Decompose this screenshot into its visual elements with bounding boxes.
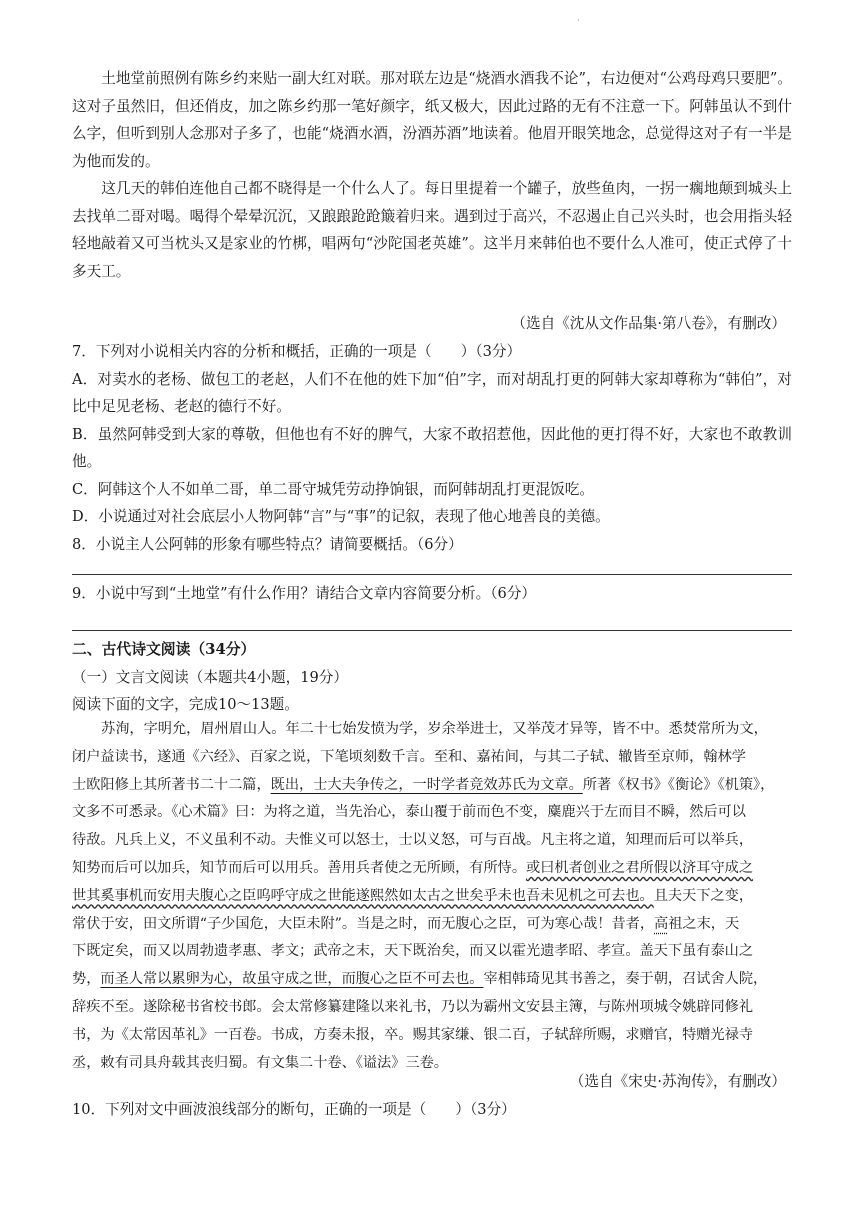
classical-line: 辞疾不至。遂除秘书省校书郎。会太常修纂建隆以来礼书，乃以为霸州文安县主簿，与陈州项城令姚辟同修礼: [72, 998, 754, 1015]
story-passage: [72, 65, 792, 285]
classical-text: 祖之末，天: [668, 915, 740, 932]
wavy-underlined-text: 或曰机者创业之君所假以济耳守成之: [526, 859, 754, 876]
classical-source: （选自《宋史·苏洵传》，有删改）: [569, 1073, 786, 1090]
question-9-stem: 9．小说中写到“土地堂”有什么作用？请结合文章内容简要分析。（6分）: [72, 585, 537, 602]
classical-passage: [72, 716, 792, 1077]
classical-line: 书，为《太常因革礼》一百卷。书成，方奏未报，卒。赐其家缣、银二百，子轼辞所赐，求赠官，特赠光禄寺: [72, 1026, 754, 1043]
question-7-option-d: D．小说通过对社会底层小人物阿韩“言”与“事”的记叙，表现了他心地善良的美德。: [72, 508, 610, 525]
section-2-header: [72, 636, 792, 719]
classical-text: 且夫天下之变，: [653, 887, 754, 904]
classical-line: 苏洵，字明允，眉州眉山人。年二十七始发愤为学，岁余举进士，又举茂才异等，皆不中。悉焚常所为文，: [101, 721, 768, 737]
classical-source-block: [72, 1068, 792, 1123]
page-dot: ·: [577, 16, 580, 25]
classical-text: 常伏于安，田文所谓“子少国危，大臣未附”。当是之时，而无腹心之臣，可为寒心哉！昔者，: [72, 915, 655, 932]
passage-source: （选自《沈从文作品集·第八卷》，有删改）: [511, 315, 786, 332]
section-2-subtitle: （一）文言文阅读（本题共4小题，19分）: [72, 668, 348, 686]
passage-source-block: [72, 310, 792, 338]
question-7-option-c: C．阿韩这个人不如单二哥，单二哥守城凭劳动挣饷银，而阿韩胡乱打更混饭吃。: [72, 480, 594, 498]
classical-text: 知势而后可以加兵，知节而后可以用兵。善用兵者使之无所顾，有所恃。: [72, 859, 527, 876]
section-2-instruction: 阅读下面的文字，完成10～13题。: [72, 696, 299, 713]
question-8-stem: 8．小说主人公阿韩的形象有哪些特点？请简要概括。（6分）: [72, 535, 463, 553]
passage-paragraph-2: 这几天的韩伯连他自己都不晓得是一个什么人了。每日里提着一个罐子，放些鱼肉，一拐一瘸地颠到城头上去找单二哥对喝。喝得个晕晕沉沉，又踉踉跄跄簸着归来。遇到过于高兴，不忍遏止自己兴头时，也会用指头轻轻地敲着又可当枕头又是家业的竹梆，唱两句“沙陀国老英雄”。这半月来韩伯也不要什么人准可，使正式停了十多天工。: [72, 180, 792, 280]
underlined-sentence-2: 而圣人常以累卵为心，故虽守成之世，而腹心之臣不可去也。: [100, 971, 484, 988]
classical-line: [72, 911, 792, 939]
wavy-underlined-text: 世其奚事机而安用夫腹心之臣呜呼守成之世能遂熙然如太古之世矣乎未也吾未见机之可去也。: [72, 887, 654, 904]
question-7-option-a: A．对卖水的老杨、做包工的老赵，人们不在他的姓下加“伯”字，而对胡乱打更的阿韩大家却尊称为“韩伯”，对比中足见老杨、老赵的德行不好。: [72, 370, 792, 415]
question-10-stem: 10．下列对文中画波浪线部分的断句，正确的一项是（ ）（3分）: [72, 1100, 516, 1118]
classical-text: 势，: [72, 971, 101, 988]
classical-line: 闭户益读书，遂通《六经》、百家之说，下笔顷刻数千言。至和、嘉祐间，与其二子轼、辙皆至京师，翰林学: [72, 748, 746, 765]
emphasis-mark-gao: 高: [654, 915, 669, 932]
classical-line: [72, 966, 792, 994]
classical-line: [72, 855, 792, 883]
classical-line: 待敌。凡兵上义，不义虽利不动。夫惟义可以怒士，士以义怒，可与百战。凡主将之道，知理而后可以举兵，: [72, 832, 754, 849]
classical-line: 丞，敕有司具舟载其丧归蜀。有文集二十卷、《谥法》三卷。: [72, 1054, 448, 1071]
classical-text: 所著《权书》《衡论》《机策》，: [582, 776, 775, 793]
classical-line: [72, 883, 792, 911]
question-7: [72, 338, 792, 558]
question-7-option-b: B．虽然阿韩受到大家的尊敬，但他也有不好的脾气，大家不敢招惹他，因此他的更打得不好，大家也不敢教训他。: [72, 425, 792, 470]
classical-line: 文多不可悉录。《心术篇》曰：为将之道，当先治心，泰山覆于前而色不变，麋鹿兴于左而目不瞬，然后可以: [72, 804, 746, 821]
classical-line: 下既定矣，而又以周勃遗孝惠、孝文；武帝之末，天下既治矣，而又以霍光遗孝昭、孝宣。盖天下虽有泰山之: [72, 943, 754, 960]
underlined-sentence-1: 既出，士大夫争传之，一时学者竞效苏氏为文章。: [270, 776, 583, 793]
answer-line-q8: [72, 574, 792, 575]
classical-text: 宰相韩琦见其书善之，奏于朝，召试舍人院，: [483, 971, 768, 988]
section-2-title: 二、古代诗文阅读（34分）: [72, 641, 256, 658]
answer-line-q9: [72, 630, 792, 631]
question-7-stem: 7．下列对小说相关内容的分析和概括，正确的一项是（ ）（3分）: [72, 343, 522, 360]
question-9: [72, 580, 792, 608]
passage-paragraph-1: 土地堂前照例有陈乡约来贴一副大红对联。那对联左边是“烧酒水酒我不论”，右边便对“公鸡母鸡只要肥”。这对子虽然旧，但还俏皮，加之陈乡约那一笔好颜字，纸又极大，因此过路的无有不注意一下。阿韩虽认不到什么字，但听到别人念那对子多了，也能“烧酒水酒，汾酒苏酒”地读着。他眉开眼笑地念，总觉得这对子有一半是为他而发的。: [72, 70, 792, 170]
classical-text: 士欧阳修上其所著书二十二篇，: [72, 776, 271, 793]
classical-line: [72, 772, 792, 800]
